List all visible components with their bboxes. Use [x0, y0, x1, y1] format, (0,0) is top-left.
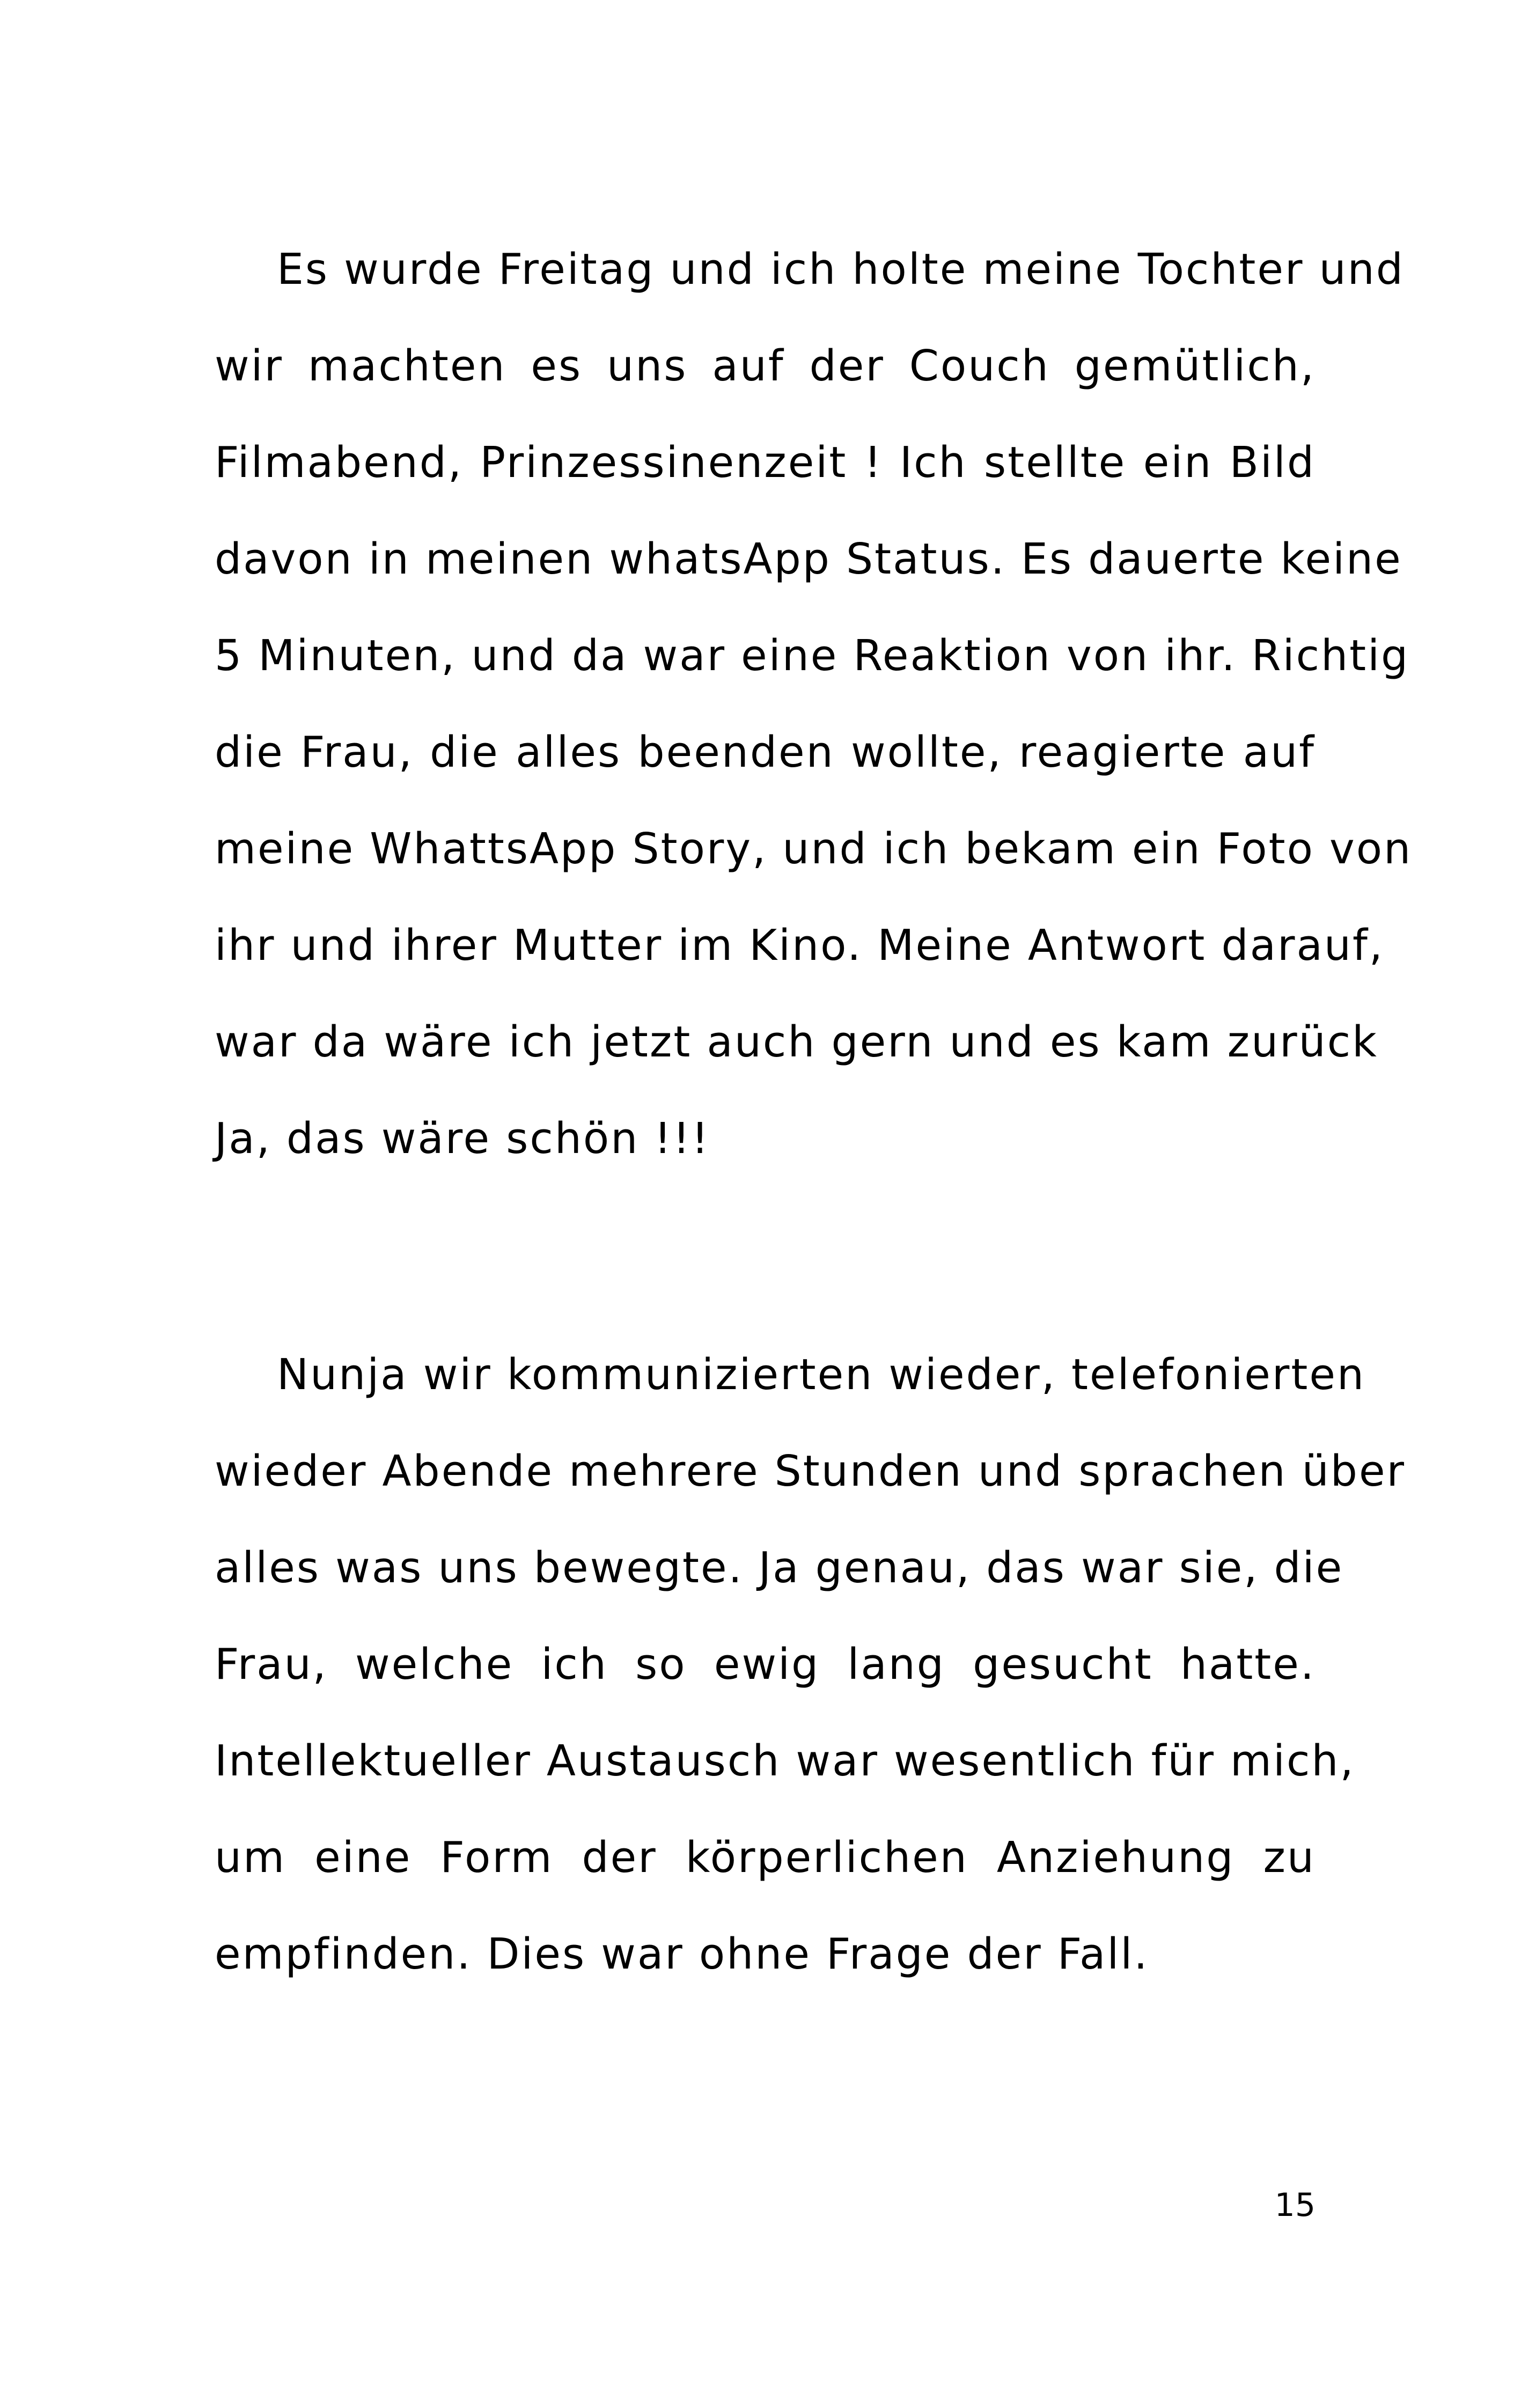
text-line: war da wäre ich jetzt auch gern und es kam zurück	[215, 1017, 1378, 1067]
text-line: Ja, das wäre schön !!!	[215, 1114, 710, 1163]
text-line: Intellektueller Austausch war wesentlich für mich,	[215, 1736, 1355, 1786]
text-line: wir machten es uns auf der Couch gemütlich,	[215, 341, 1316, 391]
paragraph-2	[215, 1326, 1406, 2002]
text-line: 5 Minuten, und da war eine Reaktion von ihr. Richtig	[215, 631, 1410, 680]
text-line: Frau, welche ich so ewig lang gesucht hatte.	[215, 1640, 1316, 1689]
text-line: um eine Form der körperlichen Anziehung zu	[215, 1833, 1316, 1882]
text-line: wieder Abende mehrere Stunden und sprachen über	[215, 1447, 1406, 1496]
page-number: 15	[1274, 2186, 1316, 2224]
text-line: ihr und ihrer Mutter im Kino. Meine Antwort darauf,	[215, 921, 1384, 970]
paragraph-1	[215, 221, 1413, 1187]
text-line: Es wurde Freitag und ich holte meine Tochter und	[277, 245, 1405, 294]
text-line: empfinden. Dies war ohne Frage der Fall.	[215, 1929, 1149, 1979]
text-line: meine WhattsApp Story, und ich bekam ein Foto von	[215, 824, 1413, 873]
text-line: alles was uns bewegte. Ja genau, das war sie, die	[215, 1543, 1344, 1592]
text-line: Nunja wir kommunizierten wieder, telefonierten	[277, 1350, 1366, 1399]
text-line: davon in meinen whatsApp Status. Es dauerte keine	[215, 534, 1402, 584]
text-line: die Frau, die alles beenden wollte, reagierte auf	[215, 728, 1316, 777]
text-line: Filmabend, Prinzessinenzeit ! Ich stellte ein Bild	[215, 438, 1316, 487]
